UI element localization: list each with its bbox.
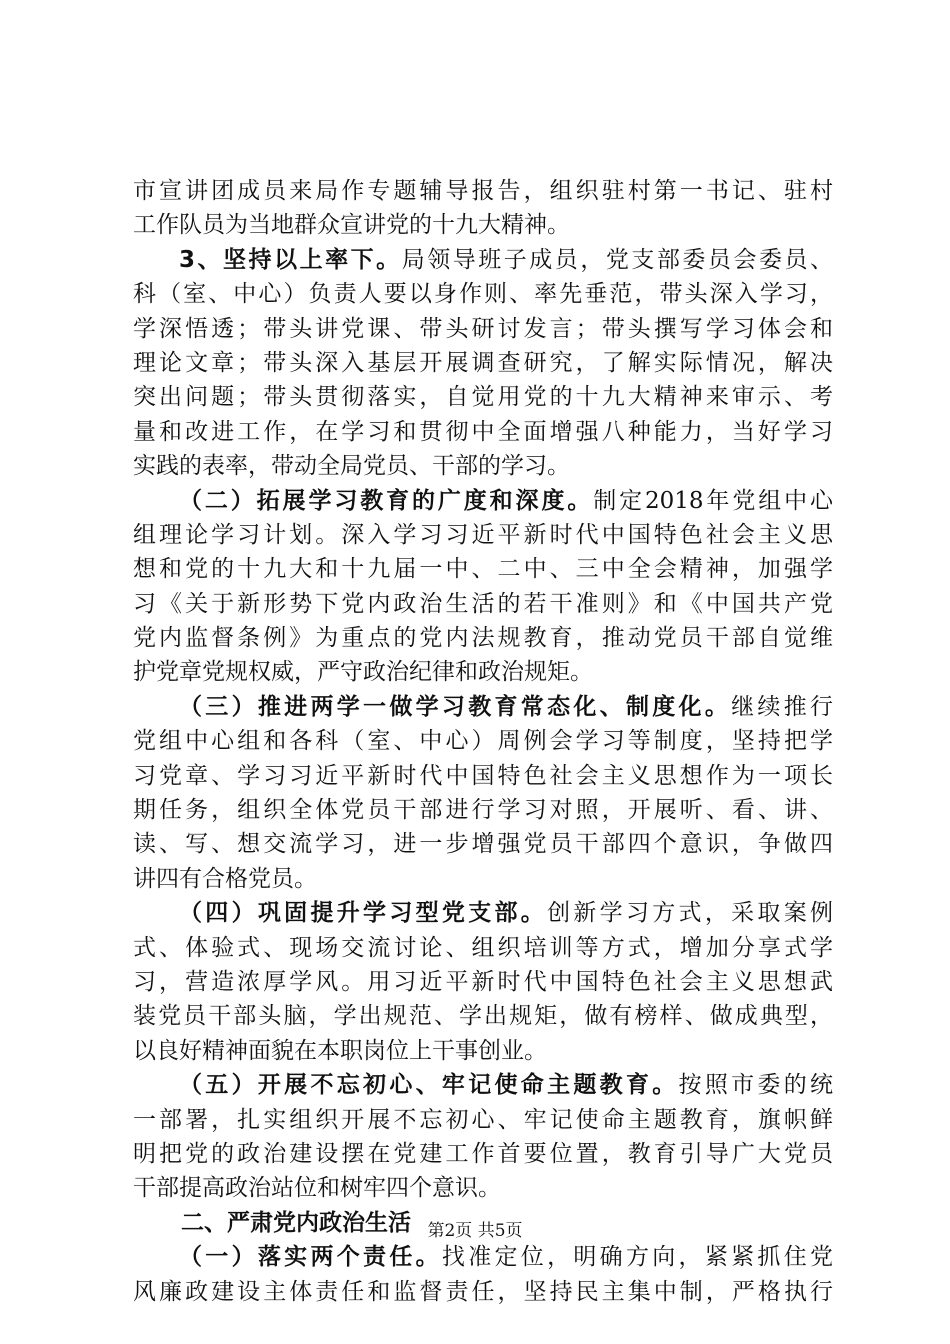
paragraph-text: 继续推行	[731, 693, 833, 720]
paragraph-heading: （五）开展不忘初心、牢记使命主题教育。	[179, 1072, 679, 1099]
paragraph-heading: （三）推进两学一做学习教育常态化、制度化。	[179, 693, 732, 720]
paragraph-line: 风廉政建设主体责任和监督责任，坚持民主集中制，严格执行	[133, 1278, 833, 1305]
paragraph-first-line	[133, 243, 833, 277]
paragraph-line: 护党章党规权威，严守政治纪律和政治规矩。	[133, 659, 593, 686]
paragraph-line: 式、体验式、现场交流讨论、组织培训等方式，增加分享式学	[133, 934, 833, 961]
paragraph-line: 一部署，扎实组织开展不忘初心、牢记使命主题教育，旗帜鲜	[133, 1106, 833, 1133]
paragraph-first-line	[133, 484, 833, 518]
paragraph-first-line	[133, 896, 833, 930]
paragraph-line: 明把党的政治建设摆在党建工作首要位置，教育引导广大党员	[133, 1140, 833, 1167]
paragraph-line: 干部提高政治站位和树牢四个意识。	[133, 1175, 501, 1202]
paragraph-heading: 3、坚持以上率下。	[179, 246, 402, 273]
document-body	[133, 174, 833, 1309]
paragraph-first-line	[133, 690, 833, 724]
paragraph-line: 实践的表率，带动全局党员、干部的学习。	[133, 453, 570, 480]
paragraph-line: 以良好精神面貌在本职岗位上干事创业。	[133, 1037, 547, 1064]
paragraph-line: 突出问题；带头贯彻落实，自觉用党的十九大精神来审示、考	[133, 384, 833, 411]
paragraph-line: 读、写、想交流学习，进一步增强党员干部四个意识，争做四	[133, 831, 833, 858]
paragraph-line: 讲四有合格党员。	[133, 865, 317, 892]
paragraph-line: 期任务，组织全体党员干部进行学习对照，开展听、看、讲、	[133, 797, 833, 824]
paragraph-line: 装党员干部头脑，学出规范、学出规矩，做有榜样、做成典型，	[133, 1003, 833, 1030]
paragraph-line: 习《关于新形势下党内政治生活的若干准则》和《中国共产党	[133, 590, 833, 617]
paragraph-line: 市宣讲团成员来局作专题辅导报告，组织驻村第一书记、驻村	[133, 178, 833, 204]
paragraph-line: 科（室、中心）负责人要以身作则、率先垂范，带头深入学习，	[133, 281, 833, 308]
paragraph-line: 习党章、学习习近平新时代中国特色社会主义思想作为一项长	[133, 762, 833, 789]
paragraph-line: 量和改进工作，在学习和贯彻中全面增强八种能力，当好学习	[133, 418, 833, 445]
paragraph-first-line	[133, 1240, 833, 1274]
paragraph-line: 工作队员为当地群众宣讲党的十九大精神。	[133, 212, 570, 239]
paragraph-text: 找准定位，明确方向，紧紧抓住党	[441, 1244, 833, 1271]
page-number-footer: 第2页 共5页	[427, 1221, 523, 1241]
paragraph-line: 想和党的十九大和十九届一中、二中、三中全会精神，加强学	[133, 556, 833, 583]
paragraph-first-line	[133, 1068, 833, 1102]
paragraph-line: 学深悟透；带头讲党课、带头研讨发言；带头撰写学习体会和	[133, 315, 833, 342]
paragraph-text: 按照市委的统	[678, 1072, 833, 1099]
paragraph-heading: （二）拓展学习教育的广度和深度。	[179, 487, 594, 514]
paragraph-line: 习，营造浓厚学风。用习近平新时代中国特色社会主义思想武	[133, 968, 833, 995]
paragraph-line: 党内监督条例》为重点的党内法规教育，推动党员干部自觉维	[133, 625, 833, 652]
paragraph-line: 理论文章；带头深入基层开展调查研究，了解实际情况，解决	[133, 349, 833, 376]
section-heading: 二、严肃党内政治生活	[181, 1209, 411, 1236]
paragraph-text: 制定2018年党组中心	[593, 487, 833, 514]
paragraph-line: 组理论学习计划。深入学习习近平新时代中国特色社会主义思	[133, 521, 833, 548]
paragraph-line: 党组中心组和各科（室、中心）周例会学习等制度，坚持把学	[133, 728, 833, 755]
paragraph-heading: （四）巩固提升学习型党支部。	[179, 900, 548, 927]
paragraph-heading: （一）落实两个责任。	[179, 1244, 442, 1271]
paragraph-text: 局领导班子成员，党支部委员会委员、	[401, 246, 833, 273]
paragraph-text: 创新学习方式，采取案例	[547, 900, 833, 927]
